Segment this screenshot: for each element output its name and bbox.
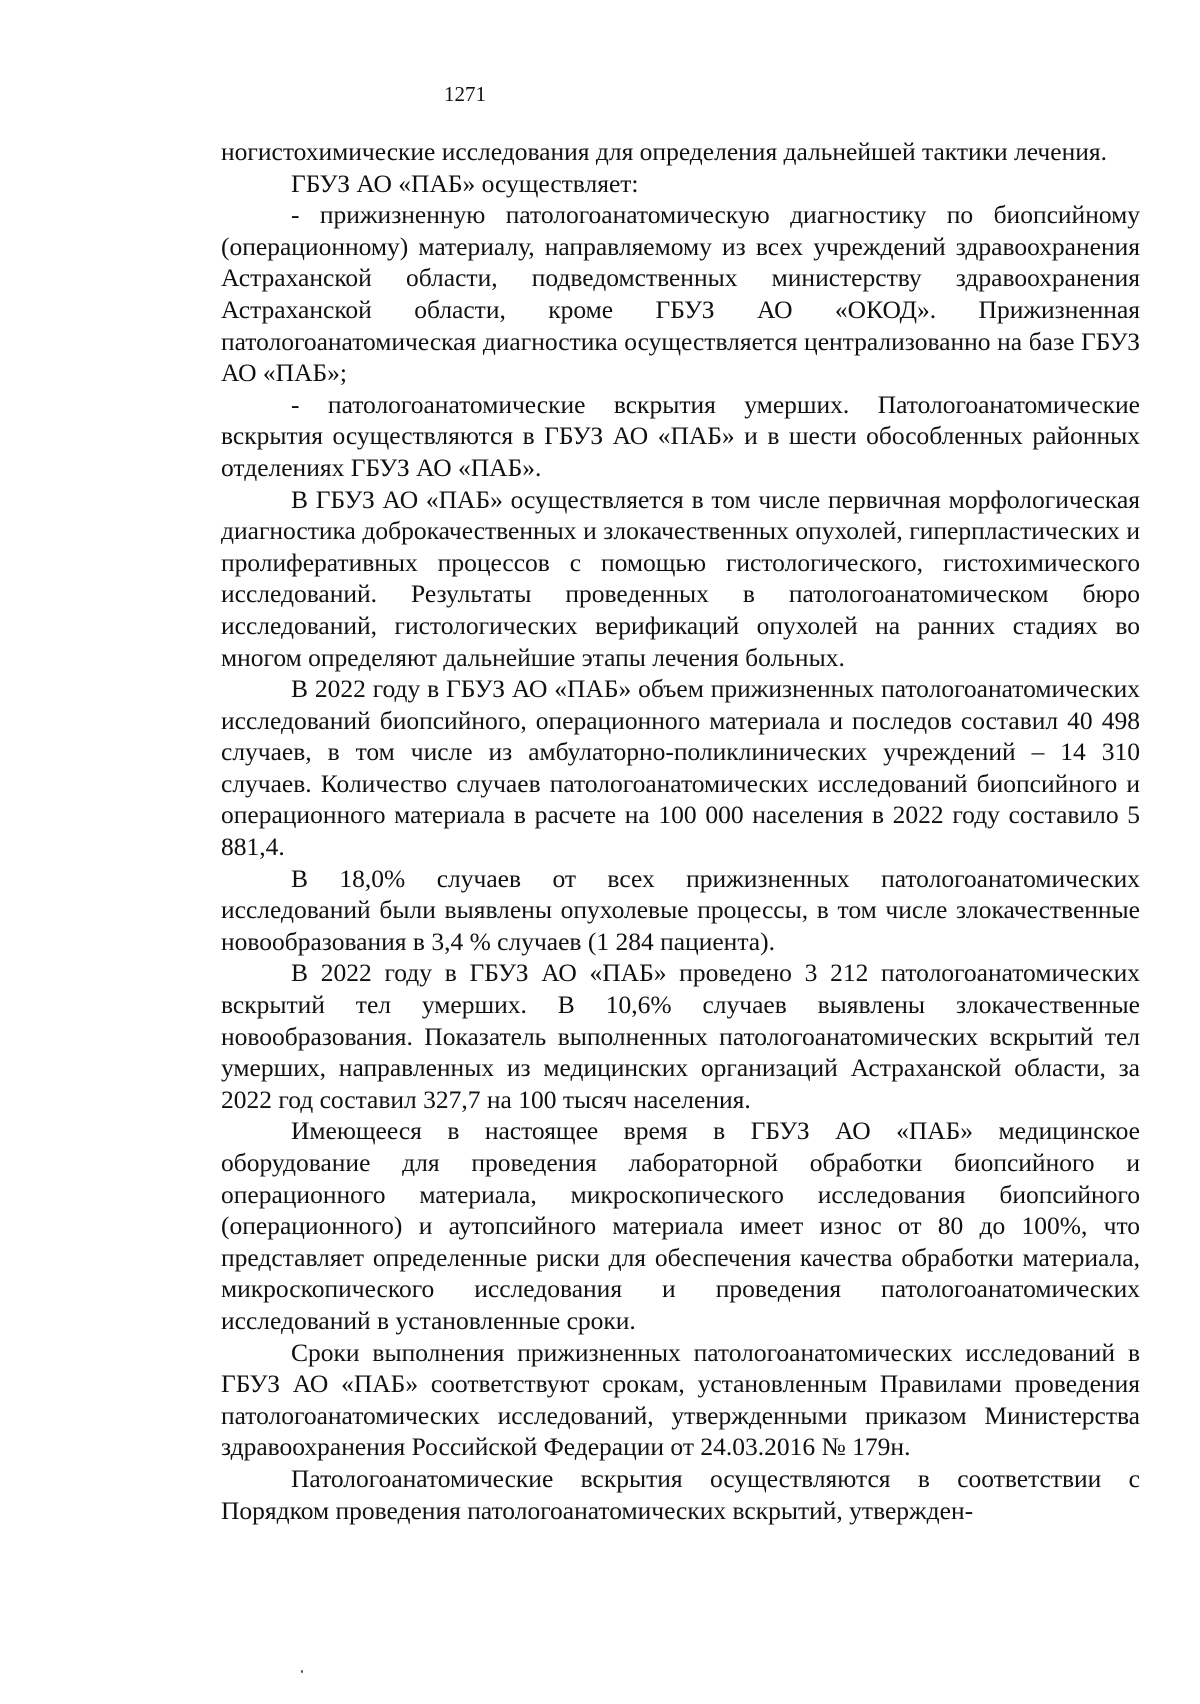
paragraph-equipment-wear: Имеющееся в настоящее время в ГБУЗ АО «ПАБ» медицинское оборудование для проведения лабораторной обработки биопсийного и операционного материала, микроскопического исследования биопсийного (операционного) и аутопсийного материала имеет износ от 80 до 100%, что представляет определенные риски для обеспечения качества обработки материала, микроскопического исследования и проведения патологоанатомических исследований в установленные сроки. [221,1116,1140,1335]
scan-speck [301,1670,303,1673]
paragraph-deadlines: Сроки выполнения прижизненных патологоанатомических исследований в ГБУЗ АО «ПАБ» соответствуют срокам, установленным Правилами проведения патологоанатомических исследований, утвержденными приказом Министерства здравоохранения Российской Федерации от 24.03.2016 № 179н. [221,1337,1140,1462]
paragraph-intro: ГБУЗ АО «ПАБ» осуществляет: [291,168,639,198]
document-body [221,136,1140,1526]
page-number [0,80,1200,108]
paragraph-tumor-share: В 18,0% случаев от всех прижизненных патологоанатомических исследований были выявлены опухолевые процессы, в том числе злокачественные новообразования в 3,4 % случаев (1 284 пациента). [221,863,1140,956]
paragraph-list-item-autopsies: - патологоанатомические вскрытия умерших. Патологоанатомические вскрытия осуществляются в ГБУЗ АО «ПАБ» и в шести обособленных районных отделениях ГБУЗ АО «ПАБ». [221,389,1140,482]
paragraph-2022-biopsy-volume: В 2022 году в ГБУЗ АО «ПАБ» объем прижизненных патологоанатомических исследований биопсийного, операционного материала и последов составил 40 498 случаев, в том числе из амбулаторно-поликлинических учреждений – 14 310 случаев. Количество случаев патологоанатомических исследований биопсийного и операционного материала в расчете на 100 000 населения в 2022 году составило 5 881,4. [221,674,1140,862]
paragraph-2022-autopsies: В 2022 году в ГБУЗ АО «ПАБ» проведено 3 212 патологоанатомических вскрытий тел умерших. В 10,6% случаев выявлены злокачественные новообразования. Показатель выполненных патологоанатомических вскрытий тел умерших, направленных из медицинских организаций Астраханской области, за 2022 год составил 327,7 на 100 тысяч населения. [221,958,1140,1114]
paragraph-autopsy-procedure: Патологоанатомические вскрытия осуществляются в соответствии с Порядком проведения патологоанатомических вскрытий, утвержден- [221,1463,1140,1525]
paragraph-list-item-diagnostics: - прижизненную патологоанатомическую диагностику по биопсийному (операционному) материалу, направляемому из всех учреждений здравоохранения Астраханской области, подведомственных министерству здравоохранения Астраханской области, кроме ГБУЗ АО «ОКОД». Прижизненная патологоанатомическая диагностика осуществляется централизованно на базе ГБУЗ АО «ПАБ»; [221,200,1140,388]
page-number-text: 1271 [444,82,486,106]
paragraph-continuation: ногистохимические исследования для определения дальнейшей тактики лечения. [221,137,1107,166]
paragraph-primary-diagnostics: В ГБУЗ АО «ПАБ» осуществляется в том числе первичная морфологическая диагностика доброкачественных и злокачественных опухолей, гиперпластических и пролиферативных процессов с помощью гистологического, гистохимического исследований. Результаты проведенных в патологоанатомическом бюро исследований, гистологических верификаций опухолей на ранних стадиях во многом определяют дальнейшие этапы лечения больных. [221,484,1140,672]
